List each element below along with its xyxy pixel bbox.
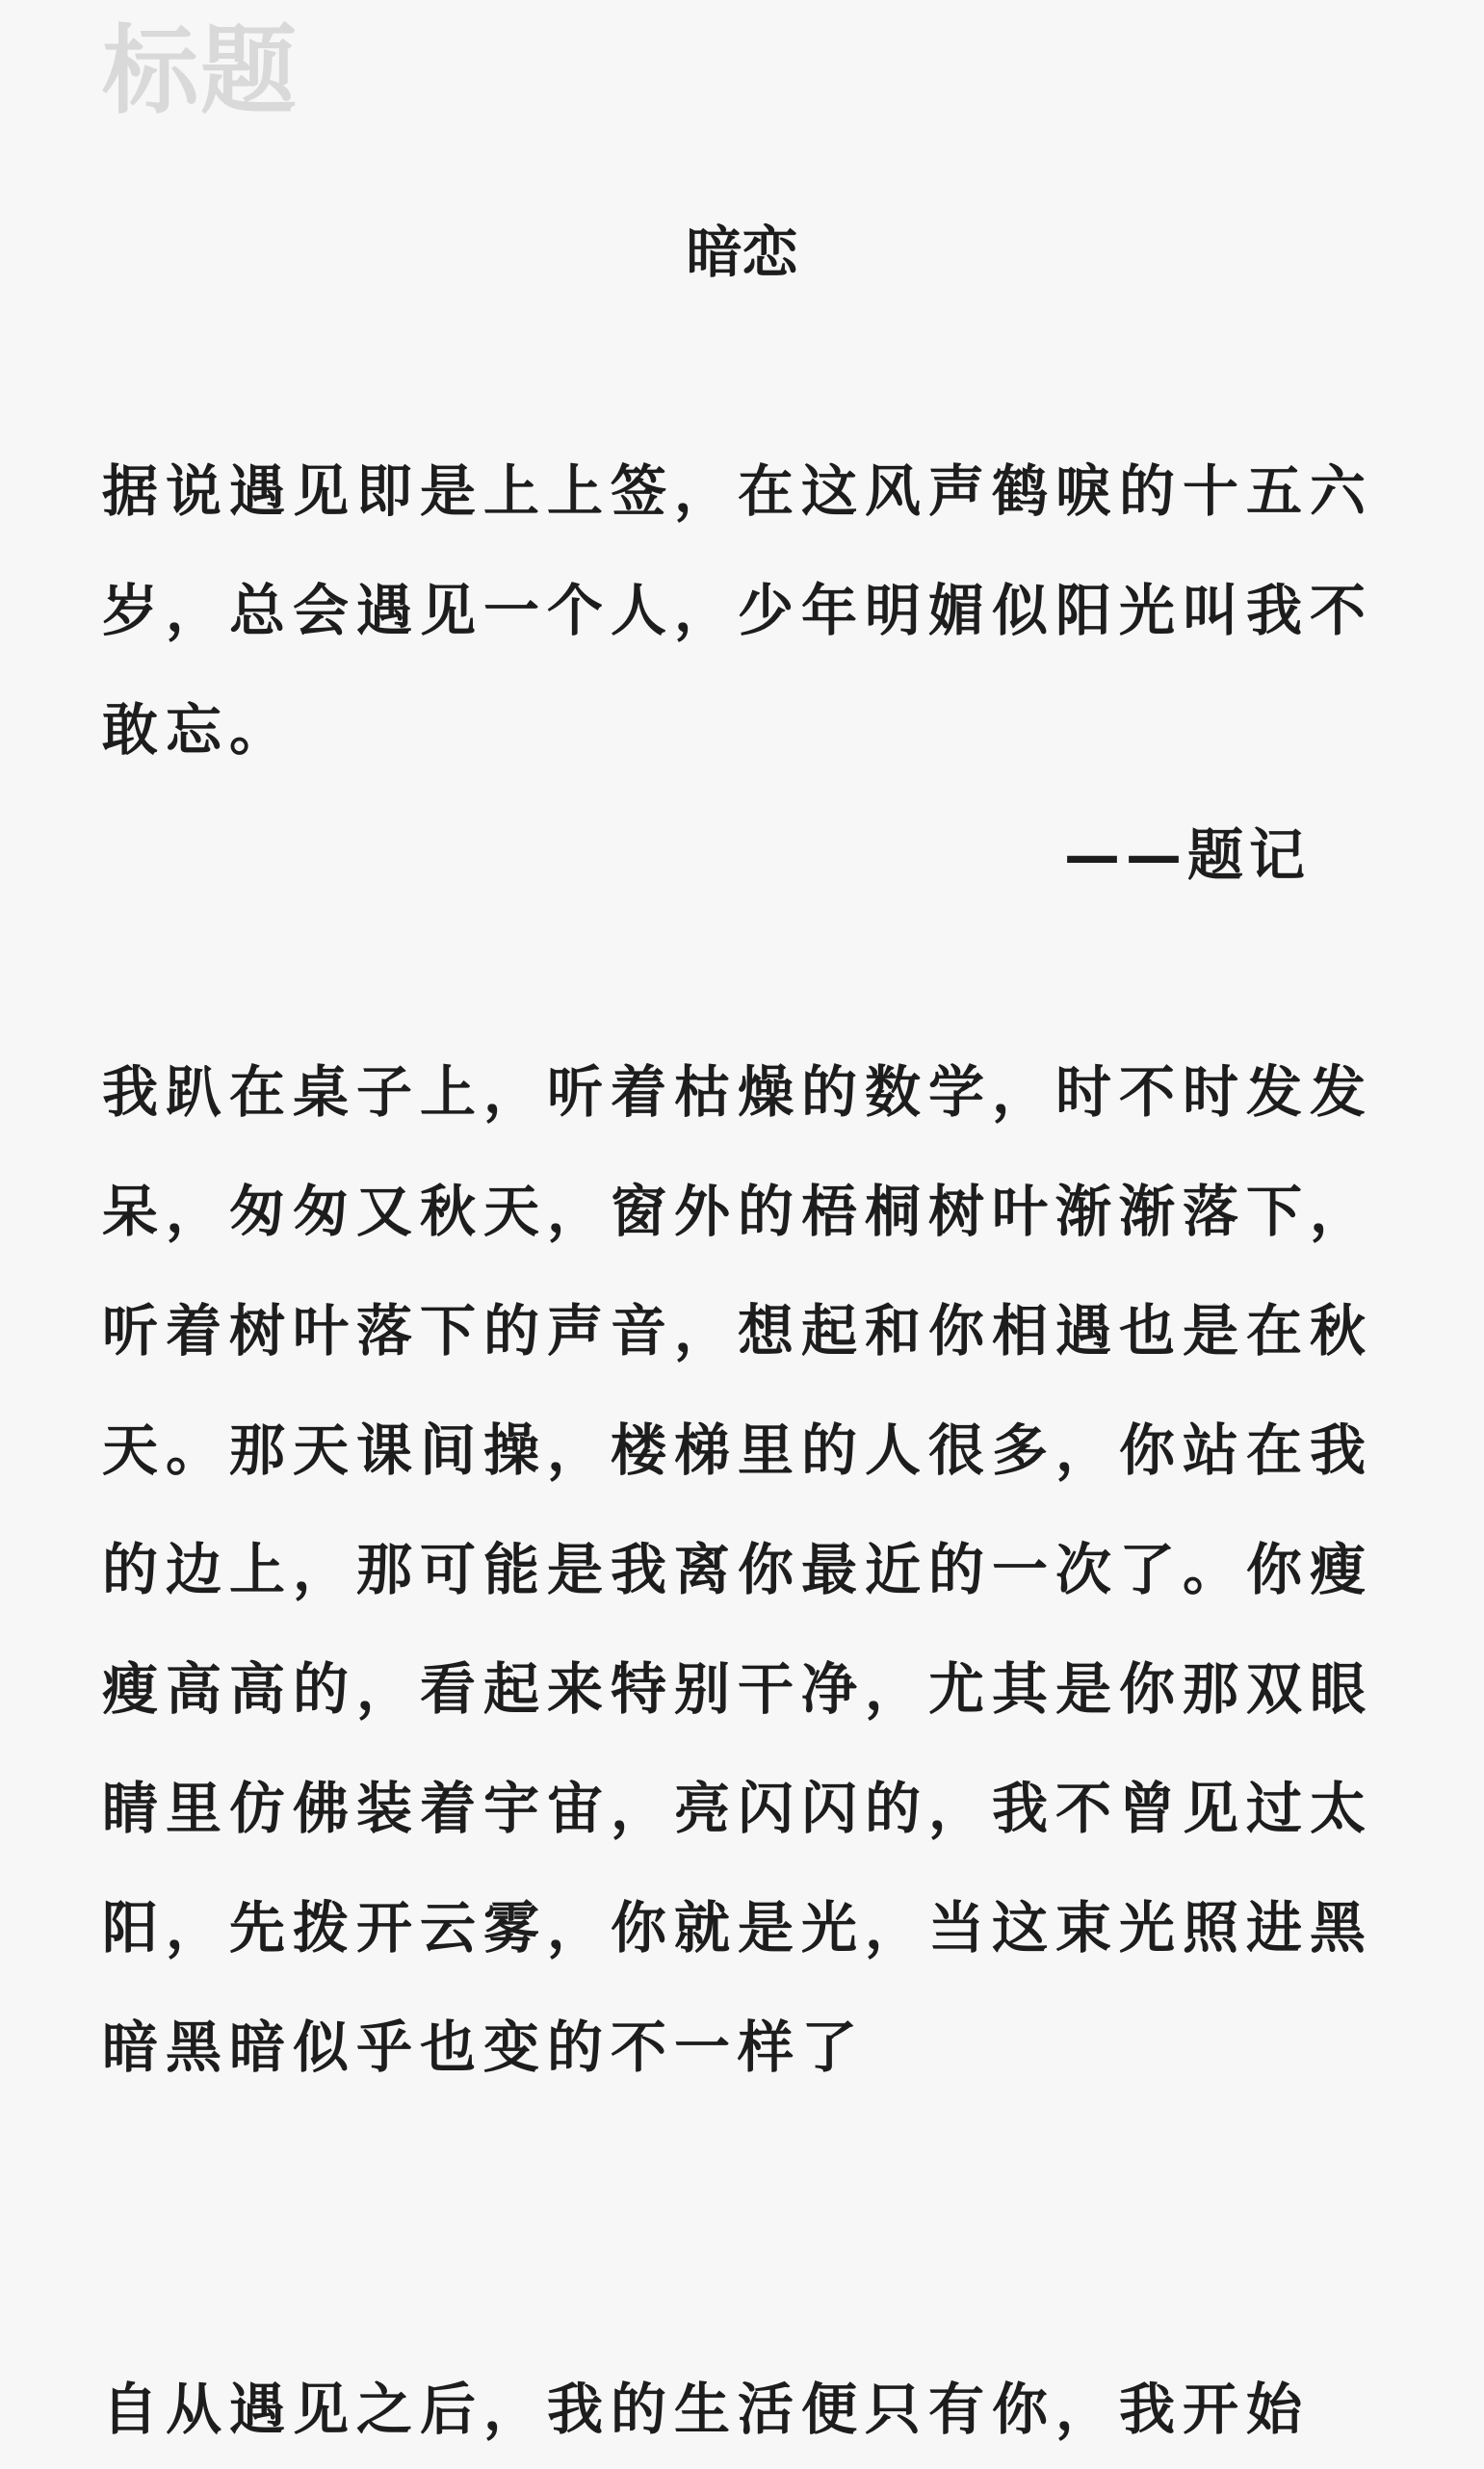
- document-title[interactable]: 暗恋: [686, 220, 798, 285]
- title-placeholder[interactable]: 标题: [102, 14, 299, 127]
- body-paragraph[interactable]: 自从遇见之后，我的生活便只有你，我开始: [102, 2377, 1311, 2442]
- body-paragraph[interactable]: 我趴在桌子上，听着枯燥的数学，时不时发发呆，匆匆又秋天，窗外的梧桐树叶渐渐落下，听着树叶落下的声音，想起和你相遇也是在秋天。那天课间操，楼梯里的人很多，你站在我的边上，那可能是我离你最近的一次了。你瘦瘦高高的，看起来特别干净，尤其是你那双眼睛里仿佛装着宇宙，亮闪闪的，我不曾见过太阳，先拨开云雾，你就是光，当这束光照进黑暗黑暗似乎也变的不一样了: [102, 1059, 1374, 2080]
- intro-paragraph[interactable]: 据说遇见即是上上签，在这风声鹤唳的十五六岁，总会遇见一个人，少年明媚似阳光叫我不敢忘。: [102, 458, 1374, 763]
- attribution-line[interactable]: ——题记: [1063, 822, 1311, 888]
